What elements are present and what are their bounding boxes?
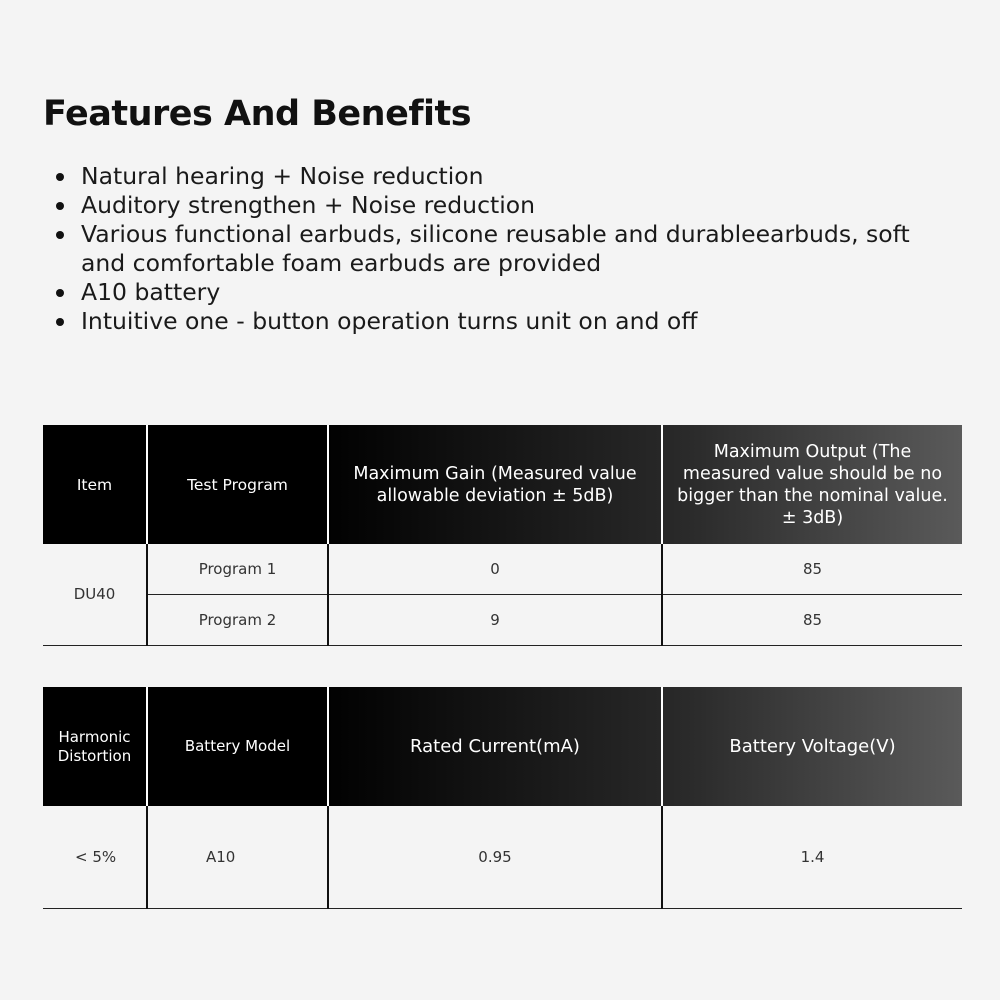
bullet-icon xyxy=(56,173,64,181)
feature-item xyxy=(44,220,944,278)
table-header-row xyxy=(43,425,962,544)
table-header-row xyxy=(43,687,962,806)
max-gain-cell: 0 xyxy=(328,544,662,594)
feature-text: Intuitive one - button operation turns unit on and off xyxy=(81,307,698,335)
header-maximum-output: Maximum Output (The measured value should be no bigger than the nominal value. ± 3dB) xyxy=(662,425,962,544)
header-test-program: Test Program xyxy=(147,425,328,544)
header-item: Item xyxy=(76,475,113,494)
feature-text: Natural hearing + Noise reduction xyxy=(81,162,484,190)
header-maximum-gain: Maximum Gain (Measured value allowable deviation ± 5dB) xyxy=(328,425,662,544)
harmonic-distortion-cell: < 5% xyxy=(43,806,147,908)
table-row xyxy=(43,544,962,594)
header-battery-model: Battery Model xyxy=(147,687,328,806)
max-gain-cell: 9 xyxy=(328,594,662,645)
feature-item xyxy=(44,278,944,307)
feature-item xyxy=(44,307,944,336)
feature-item xyxy=(44,191,944,220)
battery-voltage-cell: 1.4 xyxy=(662,806,962,908)
program-cell: Program 2 xyxy=(147,594,328,645)
max-output-cell: 85 xyxy=(662,544,962,594)
gain-output-table xyxy=(43,425,962,646)
bullet-icon xyxy=(56,289,64,297)
feature-text: A10 battery xyxy=(81,278,221,306)
table-row xyxy=(43,806,962,908)
battery-model-cell: A10 xyxy=(147,806,328,908)
battery-table xyxy=(43,687,962,909)
feature-text: Various functional earbuds, silicone reusable and durableearbuds, soft and comfortable foam earbuds are provided xyxy=(81,220,910,277)
rated-current-cell: 0.95 xyxy=(328,806,662,908)
item-cell: DU40 xyxy=(43,544,147,645)
max-output-cell: 85 xyxy=(662,594,962,645)
feature-item xyxy=(44,162,944,191)
bullet-icon xyxy=(56,318,64,326)
page-title: Features And Benefits xyxy=(43,94,472,134)
header-battery-voltage: Battery Voltage(V) xyxy=(662,687,962,806)
bullet-icon xyxy=(56,202,64,210)
bullet-icon xyxy=(56,231,64,239)
table-row xyxy=(43,594,962,645)
features-list xyxy=(44,162,944,336)
header-harmonic-distortion: Harmonic Distortion xyxy=(57,727,132,765)
header-rated-current: Rated Current(mA) xyxy=(328,687,662,806)
program-cell: Program 1 xyxy=(147,544,328,594)
feature-text: Auditory strengthen + Noise reduction xyxy=(81,191,536,219)
